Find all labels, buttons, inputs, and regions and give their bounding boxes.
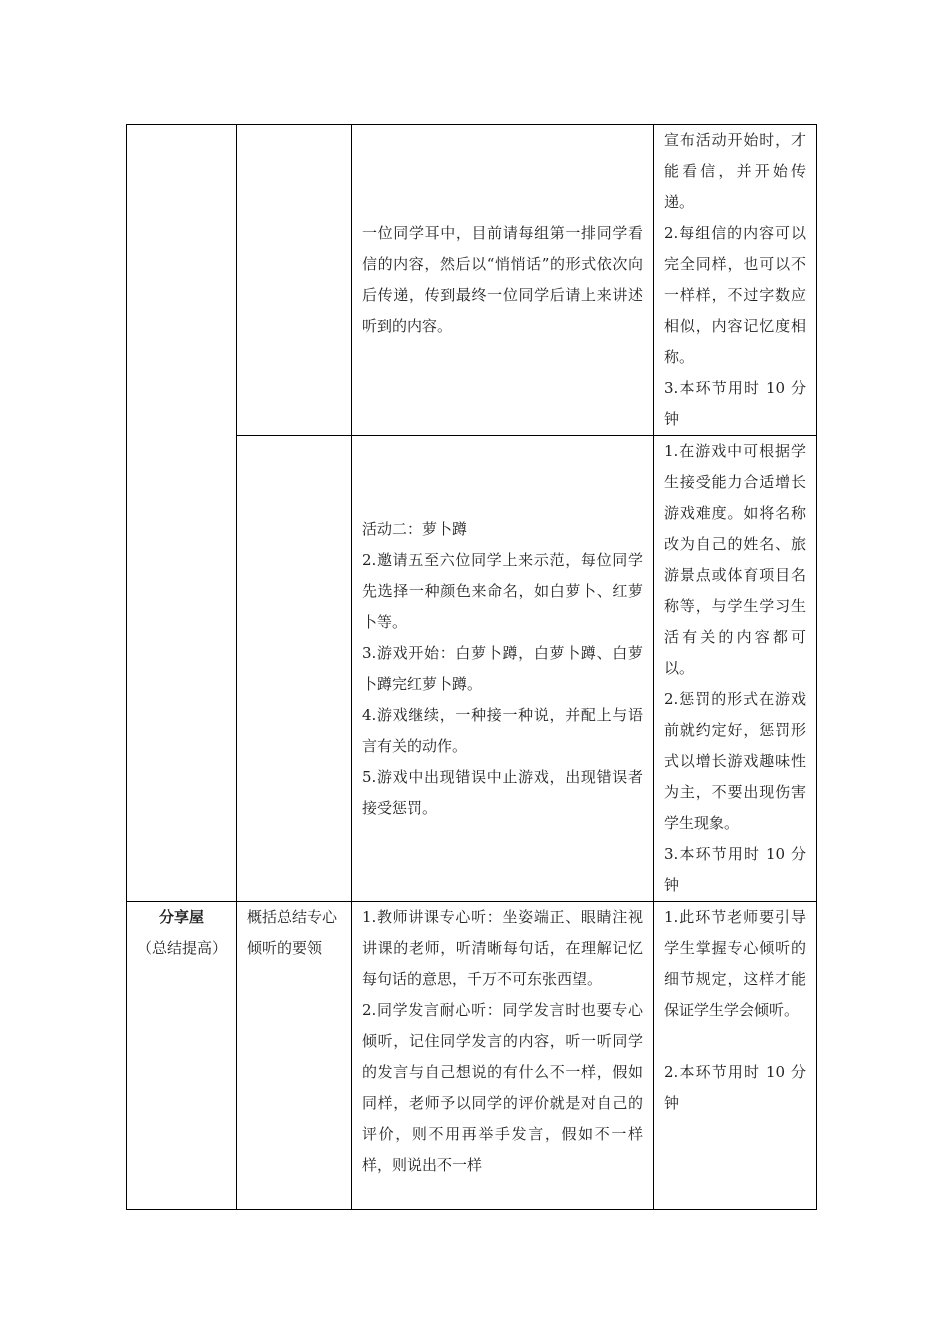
objective-text: 概括总结专心倾听的要领 [247,908,338,957]
notes-paragraph: 宣布活动开始时，才能看信，并开始传递。 [664,131,806,211]
objective-cell [237,436,352,902]
content-paragraph: 4.游戏继续，一种接一种说，并配上与语言有关的动作。 [362,705,643,755]
stage-cell [127,902,237,1210]
notes-paragraph: 1.此环节老师要引导学生掌握专心倾听的细节规定，这样才能保证学生学会倾听。 [664,908,806,1019]
content-paragraph: 活动二：萝卜蹲 [362,519,468,538]
stage-name: 分享屋 [158,908,204,926]
content-cell [352,902,654,1210]
notes-paragraph: 2.每组信的内容可以完全同样，也可以不一样样，不过字数应相似，内容记忆度相称。 [664,224,806,366]
content-paragraph: 5.游戏中出现错误中止游戏，出现错误者接受惩罚。 [362,767,643,817]
objective-cell [237,902,352,1210]
content-paragraph: 2.同学发言耐心听：同学发言时也要专心倾听，记住同学发言的内容，听一听同学的发言与自己想说的有什么不一样，假如同样，老师予以同学的评价就是对自己的评价，则不用再举手发言，假如不一样样，则说出不一样 [362,1001,643,1174]
notes-paragraph: 1.在游戏中可根据学生接受能力合适增长游戏难度。如将名称改为自己的姓名、旅游景点或体育项目名称等，与学生学习生活有关的内容都可以。 [664,442,806,677]
content-paragraph: 一位同学耳中，目前请每组第一排同学看信的内容，然后以“悄悄话”的形式依次向后传递，传到最终一位同学后请上来讲述听到的内容。 [362,224,643,335]
notes-paragraph: 3.本环节用时 10 分钟 [664,845,806,894]
notes-cell [654,125,817,436]
notes-paragraph: 2.惩罚的形式在游戏前就约定好，惩罚形式以增长游戏趣味性为主，不要出现伤害学生现象。 [664,690,806,832]
notes-paragraph [664,1026,806,1057]
table-row [127,902,817,1210]
table-row [127,125,817,436]
notes-cell [654,902,817,1210]
content-cell [352,125,654,436]
content-cell [352,436,654,902]
content-paragraph: 2.邀请五至六位同学上来示范，每位同学先选择一种颜色来命名，如白萝卜、红萝卜等。 [362,550,643,631]
stage-subtitle: （总结提高） [137,939,228,957]
content-paragraph: 1.教师讲课专心听：坐姿端正、眼睛注视讲课的老师，听清晰每句话，在理解记忆每句话的意思，千万不可东张西望。 [362,908,643,988]
objective-cell [237,125,352,436]
notes-paragraph: 2.本环节用时 10 分钟 [664,1063,806,1112]
notes-cell [654,436,817,902]
stage-cell [127,125,237,902]
content-paragraph: 3.游戏开始：白萝卜蹲，白萝卜蹲、白萝卜蹲完红萝卜蹲。 [362,643,643,693]
lesson-plan-table [126,124,817,1210]
notes-paragraph: 3.本环节用时 10 分钟 [664,379,806,428]
